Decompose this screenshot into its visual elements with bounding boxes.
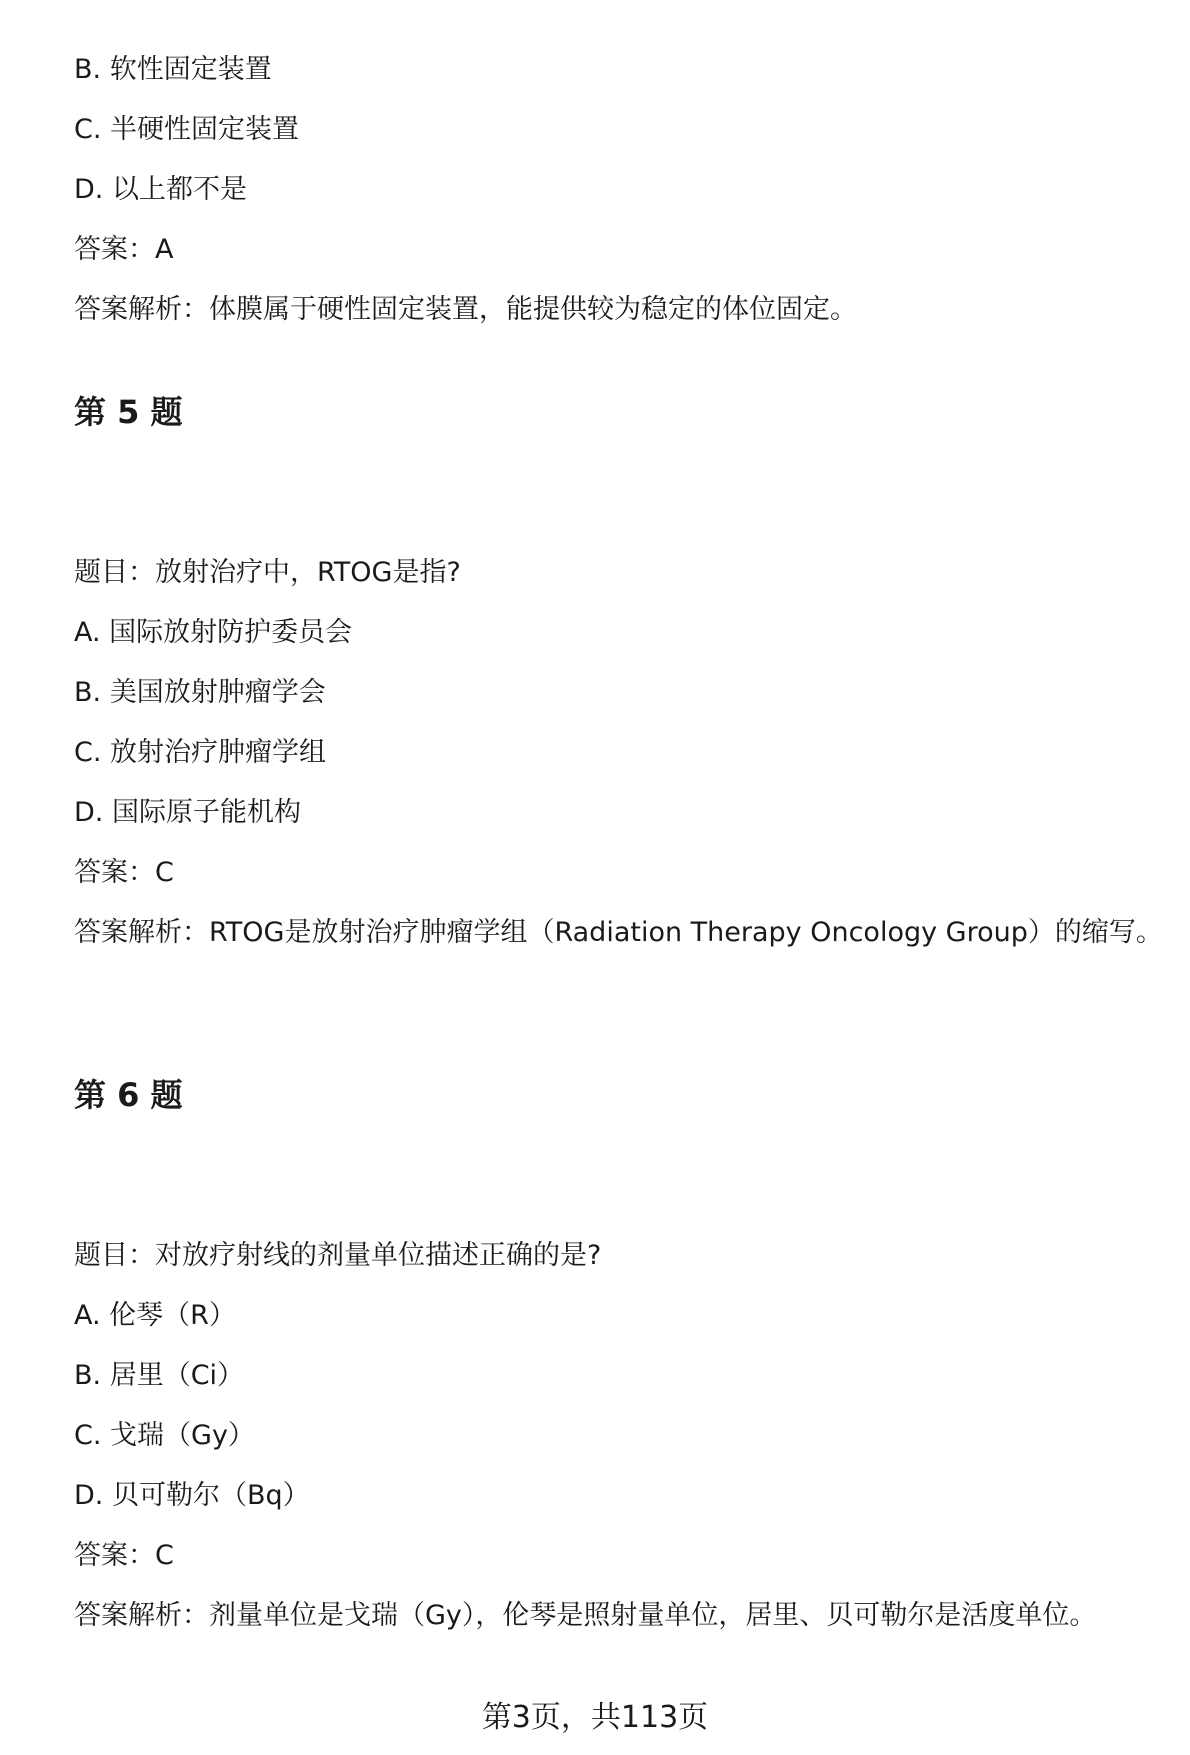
q6-heading: 第 6 题 — [74, 1076, 183, 1114]
q4-option-d: D. 以上都不是 — [74, 174, 247, 205]
q6-option-a: A. 伦琴（R） — [74, 1300, 236, 1331]
q5-option-a: A. 国际放射防护委员会 — [74, 617, 353, 648]
q6-question: 题目：对放疗射线的剂量单位描述正确的是? — [74, 1240, 602, 1271]
q5-explanation: 答案解析：RTOG是放射治疗肿瘤学组（Radiation Therapy Oncology Group）的缩写。 — [74, 917, 1163, 948]
q6-option-b: B. 居里（Ci） — [74, 1360, 245, 1391]
q5-option-b: B. 美国放射肿瘤学会 — [74, 677, 326, 708]
q6-option-c: C. 戈瑞（Gy） — [74, 1420, 255, 1451]
q5-question: 题目：放射治疗中，RTOG是指? — [74, 557, 461, 588]
q4-explanation: 答案解析：体膜属于硬性固定装置，能提供较为稳定的体位固定。 — [74, 294, 857, 325]
q4-option-b: B. 软性固定装置 — [74, 54, 272, 85]
q6-explanation: 答案解析：剂量单位是戈瑞（Gy），伦琴是照射量单位，居里、贝可勒尔是活度单位。 — [74, 1600, 1097, 1631]
q5-option-d: D. 国际原子能机构 — [74, 797, 301, 828]
q4-option-c: C. 半硬性固定装置 — [74, 114, 300, 145]
q5-heading: 第 5 题 — [74, 393, 183, 431]
page-number: 第3页，共113页 — [481, 1700, 709, 1735]
q5-option-c: C. 放射治疗肿瘤学组 — [74, 737, 327, 768]
q6-option-d: D. 贝可勒尔（Bq） — [74, 1480, 310, 1511]
q6-answer: 答案：C — [74, 1540, 174, 1571]
q5-answer: 答案：C — [74, 857, 174, 888]
q4-answer: 答案：A — [74, 234, 174, 265]
